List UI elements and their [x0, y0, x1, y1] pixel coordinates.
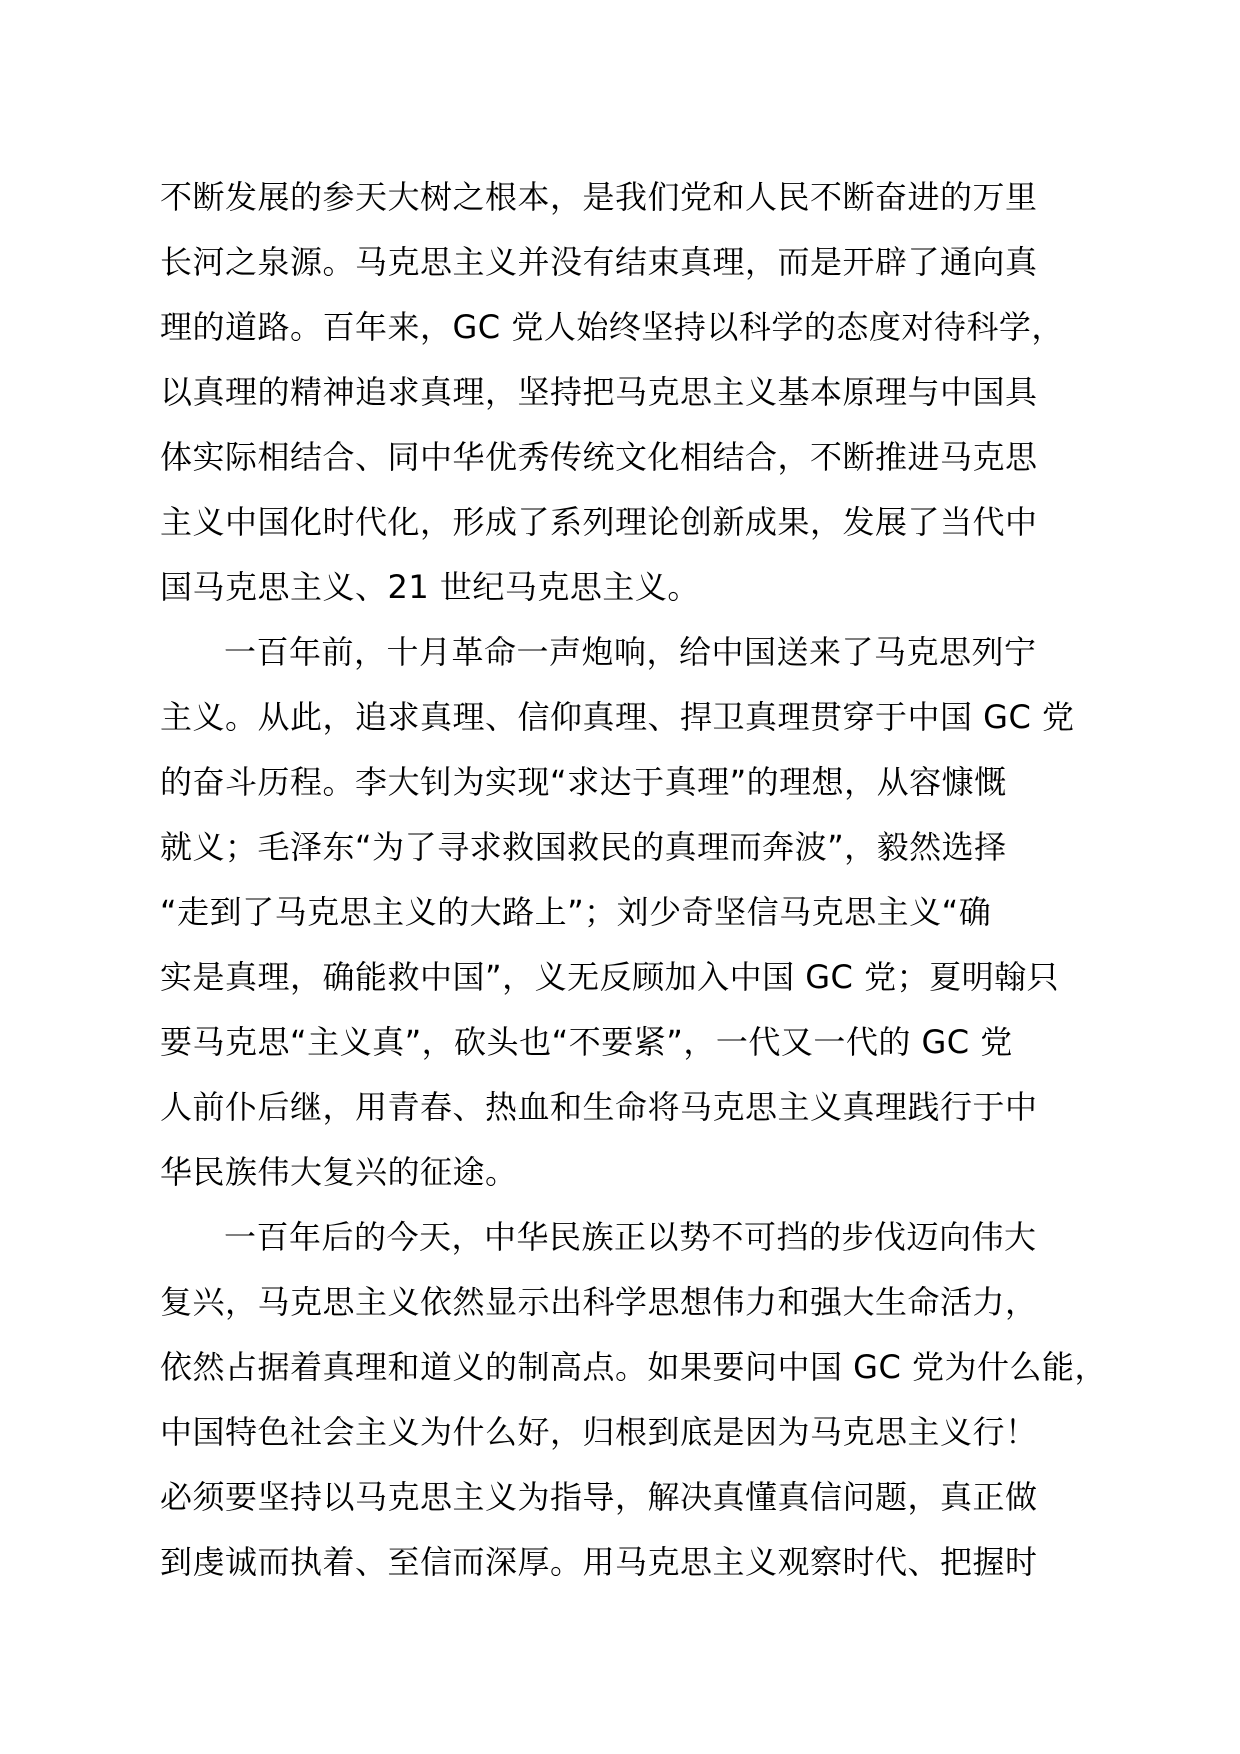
text-line: 就义；毛泽东“为了寻求救国救民的真理而奔波”，毅然选择: [160, 828, 1007, 866]
text-line: 理的道路。百年来，GC 党人始终坚持以科学的态度对待科学，: [160, 308, 1064, 346]
text-line: 以真理的精神追求真理，坚持把马克思主义基本原理与中国具: [160, 373, 1038, 411]
text-line: 中国特色社会主义为什么好，归根到底是因为马克思主义行！: [160, 1413, 1038, 1451]
paragraph-start-line: 一百年前，十月革命一声炮响，给中国送来了马克思列宁: [224, 633, 1037, 671]
text-line: 主义。从此，追求真理、信仰真理、捍卫真理贯穿于中国 GC 党: [160, 698, 1075, 736]
text-line: 到虔诚而执着、至信而深厚。用马克思主义观察时代、把握时: [160, 1543, 1038, 1581]
text-line: 华民族伟大复兴的征途。: [160, 1153, 518, 1191]
body-text: [160, 165, 1107, 1595]
paragraph-start-line: 一百年后的今天，中华民族正以势不可挡的步伐迈向伟大: [224, 1218, 1037, 1256]
text-line: 实是真理，确能救中国”，义无反顾加入中国 GC 党；夏明翰只: [160, 958, 1060, 996]
text-line: 主义中国化时代化，形成了系列理论创新成果，发展了当代中: [160, 503, 1038, 541]
text-line: “走到了马克思主义的大路上”；刘少奇坚信马克思主义“确: [160, 893, 992, 931]
text-line: 不断发展的参天大树之根本，是我们党和人民不断奋进的万里: [160, 178, 1038, 216]
text-line: 要马克思“主义真”，砍头也“不要紧”，一代又一代的 GC 党: [160, 1023, 1013, 1061]
text-line: 人前仆后继，用青春、热血和生命将马克思主义真理践行于中: [160, 1088, 1038, 1126]
text-line: 长河之泉源。马克思主义并没有结束真理，而是开辟了通向真: [160, 243, 1038, 281]
text-line: 依然占据着真理和道义的制高点。如果要问中国 GC 党为什么能，: [160, 1348, 1107, 1386]
text-line: 复兴，马克思主义依然显示出科学思想伟力和强大生命活力，: [160, 1283, 1038, 1321]
text-line: 必须要坚持以马克思主义为指导，解决真懂真信问题，真正做: [160, 1478, 1038, 1516]
text-line: 的奋斗历程。李大钊为实现“求达于真理”的理想，从容慷慨: [160, 763, 1007, 801]
text-line: 体实际相结合、同中华优秀传统文化相结合，不断推进马克思: [160, 438, 1038, 476]
text-line: 国马克思主义、21 世纪马克思主义。: [160, 568, 700, 606]
